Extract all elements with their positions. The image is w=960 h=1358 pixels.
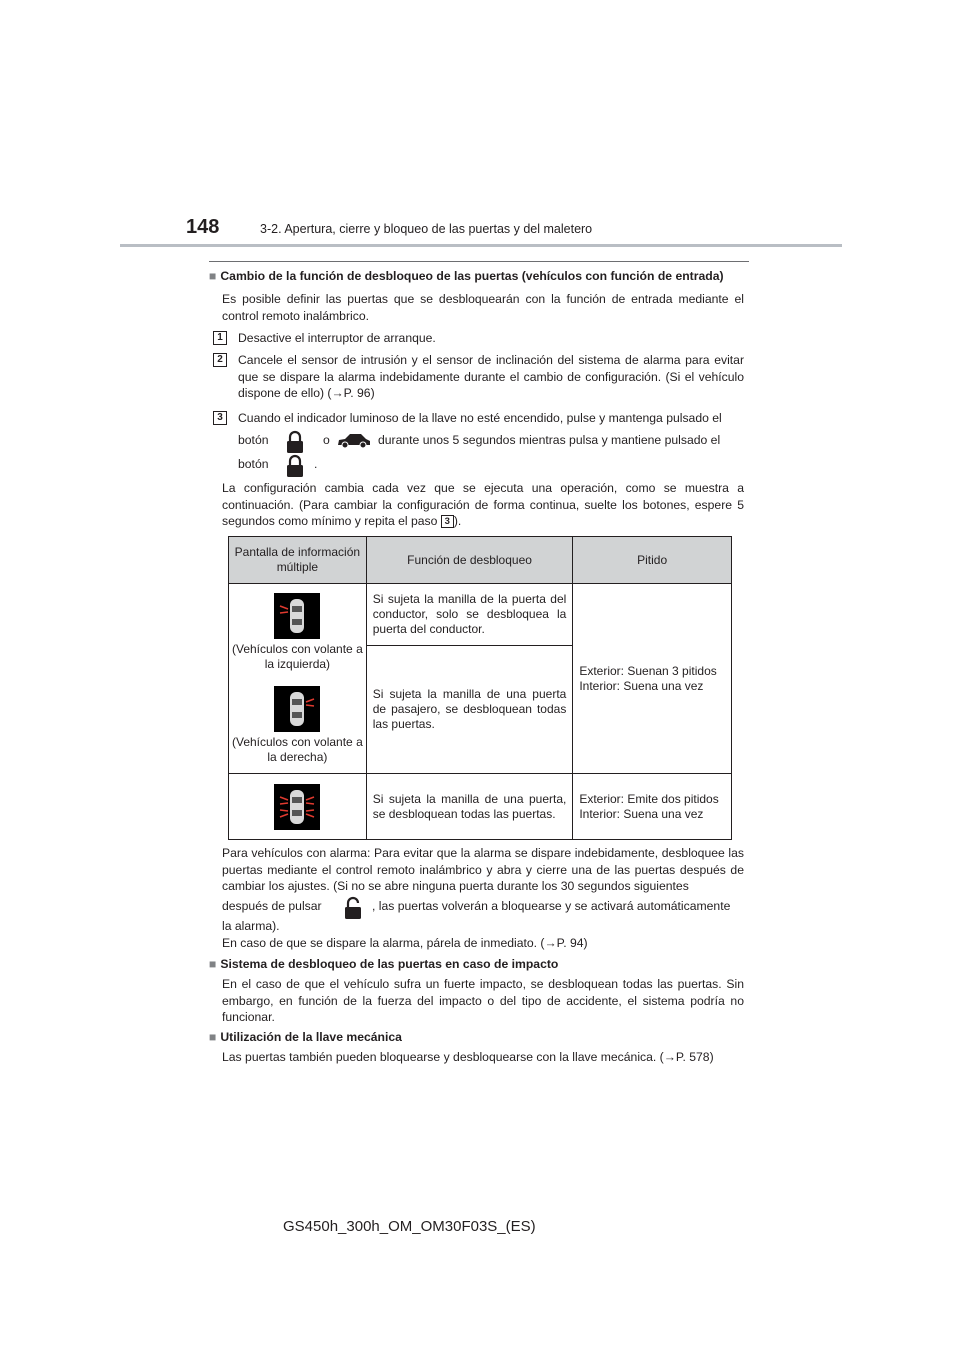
- section-title-mechanical-key: [209, 1029, 749, 1046]
- section-title-text: Sistema de desbloqueo de las puertas en caso de impacto: [220, 957, 559, 971]
- alarm-note-relock: , las puertas volverán a bloquearse y se activará automáticamente: [372, 899, 731, 913]
- function-passenger-door: Si sujeta la manilla de una puerta de pasajero, se desbloquean todas las puertas.: [366, 646, 573, 774]
- section-title-text: Utilización de la llave mecánica: [220, 1030, 402, 1044]
- function-all-doors: Si sujeta la manilla de una puerta, se desbloquean todas las puertas.: [366, 774, 573, 840]
- step-number-1: 1: [213, 331, 227, 345]
- caption-left-hand-drive: (Vehículos con volante a la izquierda): [231, 641, 363, 671]
- step-3-boton-label: botón: [238, 433, 269, 447]
- alarm-note-text: Para vehículos con alarma: Para evitar que la alarma se dispare indebidamente, desbloquee las puertas mediante el control remoto inalámbrico y abra y cierre una de las puertas después de cambiar los ajustes. (Si no se abre ninguna puerta durante los 30 segundos siguientes: [222, 846, 744, 893]
- car-driver-door-lhd-icon: [274, 593, 320, 639]
- step-3-line2: durante unos 5 segundos mientras pulsa y mantiene pulsado el: [378, 433, 721, 447]
- step-number-2: 2: [213, 353, 227, 367]
- table-header-display: Pantalla de información múltiple: [229, 537, 367, 584]
- config-text: La configuración cambia cada vez que se ejecuta una operación, como se muestra a continuación. (Para cambiar la configuración de forma continua, suelte los botones, espere 5 segundos como mínimo y repita el paso: [222, 481, 744, 528]
- step-number-3: 3: [213, 411, 227, 425]
- car-driver-door-rhd-icon: [274, 686, 320, 732]
- table-header-row: [229, 537, 732, 584]
- section-title-unlock-function: [209, 268, 749, 285]
- alarm-note-stop: En caso de que se dispare la alarma, párela de inmediato. (→P. 94): [222, 936, 588, 950]
- header-title: 3-2. Apertura, cierre y bloqueo de las puertas y del maletero: [260, 222, 593, 236]
- table-header-function: Función de desbloqueo: [366, 537, 573, 584]
- beep-exterior: Exterior: Suenan 3 pitidos: [579, 663, 717, 678]
- caption-right-hand-drive: (Vehículos con volante a la derecha): [231, 734, 363, 764]
- car-all-doors-icon: [274, 784, 320, 830]
- table-header-beep: Pitido: [573, 537, 732, 584]
- config-end: ).: [453, 514, 462, 528]
- config-paragraph: [222, 480, 744, 530]
- step-3-line1: Cuando el indicador luminoso de la llave no esté encendido, pulse y mantenga pulsado el: [238, 411, 722, 425]
- trunk-button-icon: [336, 431, 372, 449]
- step-3-or: o: [323, 433, 330, 447]
- page-number: 148: [186, 216, 220, 238]
- function-driver-door: Si sujeta la manilla de la puerta del conductor, solo se desbloquea la puerta del conductor.: [366, 584, 573, 646]
- table-row: [229, 774, 732, 840]
- section-title-text: Cambio de la función de desbloqueo de las puertas (vehículos con función de entrada): [220, 269, 724, 283]
- lock-button-icon: [284, 454, 306, 478]
- beep-cell-2: [573, 774, 732, 840]
- step-2-text: Cancele el sensor de intrusión y el sensor de inclinación del sistema de alarma para evitar que se dispare la alarma indebidamente durante el cambio de configuración. (Si el vehículo dispone de ello) (→P. 96): [238, 353, 744, 400]
- step-reference-3: 3: [441, 515, 454, 528]
- square-bullet-icon: ■: [209, 269, 217, 283]
- beep-exterior: Exterior: Emite dos pitidos: [579, 791, 719, 806]
- beep-interior: Interior: Suena una vez: [579, 806, 704, 821]
- display-image-cell-all: [229, 774, 367, 840]
- step-1-text: Desactive el interruptor de arranque.: [238, 331, 436, 345]
- lock-button-icon: [284, 430, 306, 454]
- header-rule: [120, 244, 842, 247]
- mechanical-key-paragraph: Las puertas también pueden bloquearse y desbloquearse con la llave mecánica. (→P. 578): [222, 1050, 714, 1064]
- beep-cell-1: [573, 584, 732, 774]
- alarm-note-alarm: la alarma).: [222, 919, 280, 933]
- alarm-note-after-pressing: después de pulsar: [222, 899, 322, 913]
- step-3-period: .: [314, 457, 318, 471]
- step-3-boton-label-2: botón: [238, 457, 269, 471]
- beep-interior: Interior: Suena una vez: [579, 678, 704, 693]
- table-row: [229, 584, 732, 646]
- footer-document-code: GS450h_300h_OM_OM30F03S_(ES): [283, 1218, 536, 1235]
- unlock-function-table: [228, 536, 732, 840]
- square-bullet-icon: ■: [209, 957, 217, 971]
- display-images-cell: [229, 584, 367, 774]
- section-title-impact-unlock: [209, 956, 749, 973]
- square-bullet-icon: ■: [209, 1030, 217, 1044]
- impact-paragraph: En el caso de que el vehículo sufra un fuerte impacto, se desbloquean todas las puertas. Sin embargo, en función de la fuerza del impacto o del tipo de accidente, el sistema podría no funcionar.: [222, 977, 744, 1024]
- intro-paragraph: Es posible definir las puertas que se desbloquearán con la función de entrada mediante el control remoto inalámbrico.: [222, 292, 744, 323]
- unlock-button-icon: [342, 896, 364, 920]
- content-rule: [209, 261, 749, 262]
